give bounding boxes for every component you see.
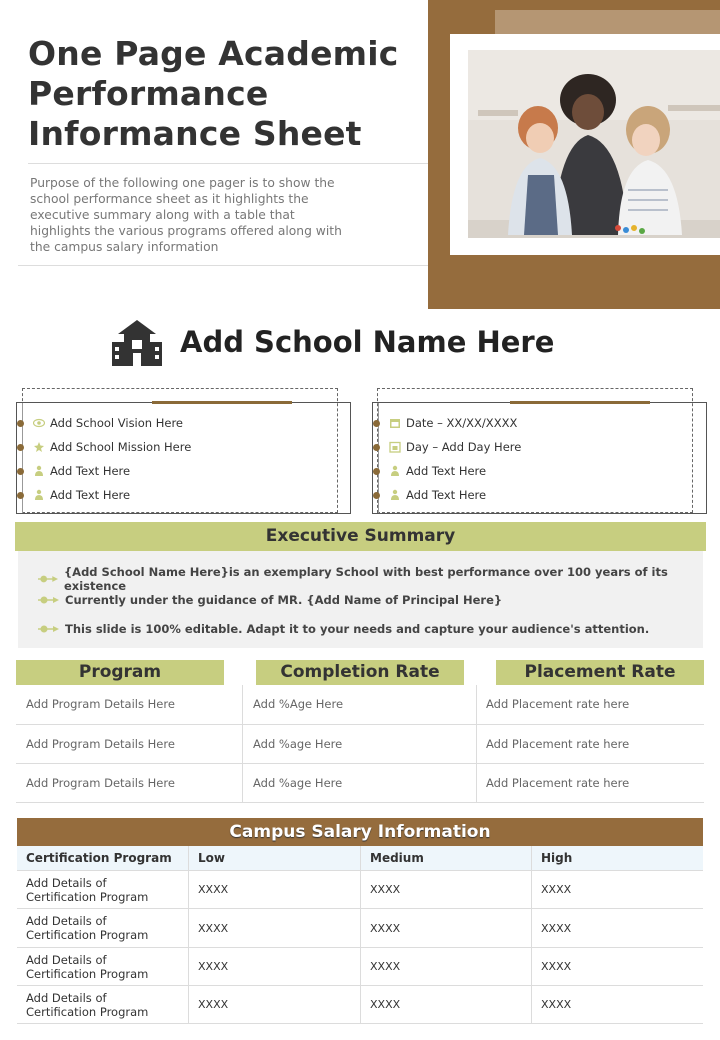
purpose-text: Purpose of the following one pager is to show the school performance sheet as it highlights the executive summary along with a table that highlights the various programs offered along with the campus salary information bbox=[30, 176, 342, 254]
left-info-label: Add School Mission Here bbox=[50, 440, 192, 454]
summary-point bbox=[38, 565, 703, 593]
salary-low-cell: XXXX bbox=[198, 883, 229, 896]
bullet-dot bbox=[373, 420, 380, 427]
person-icon bbox=[33, 465, 45, 477]
divider bbox=[28, 163, 428, 164]
salary-header-program: Certification Program bbox=[26, 851, 172, 865]
right-info-box bbox=[372, 402, 707, 514]
program-cell: Add Program Details Here bbox=[26, 737, 175, 751]
left-info-item bbox=[33, 415, 183, 431]
left-info-label: Add Text Here bbox=[50, 488, 131, 502]
completion-rate-header: Completion Rate bbox=[256, 660, 464, 685]
right-info-label: Day – Add Day Here bbox=[406, 440, 522, 454]
salary-header-low: Low bbox=[198, 851, 225, 865]
summary-point bbox=[38, 593, 502, 607]
person-icon bbox=[389, 465, 401, 477]
page-title: One Page Academic Performance Informance Sheet bbox=[28, 34, 399, 153]
left-info-item bbox=[33, 487, 130, 503]
vision-icon bbox=[33, 417, 45, 429]
salary-high-cell: XXXX bbox=[541, 922, 572, 935]
row-divider bbox=[17, 985, 703, 986]
row-divider bbox=[17, 908, 703, 909]
executive-summary-body bbox=[18, 551, 703, 648]
bullet-dot bbox=[373, 444, 380, 451]
row-divider bbox=[16, 724, 704, 725]
left-info-item bbox=[33, 439, 191, 455]
bullet-dot bbox=[17, 468, 24, 475]
right-info-label: Add Text Here bbox=[406, 464, 487, 478]
column-divider bbox=[476, 685, 477, 803]
person-icon bbox=[33, 489, 45, 501]
summary-point-text: This slide is 100% editable. Adapt it to your needs and capture your audience's attention. bbox=[65, 622, 650, 636]
bullet-dot bbox=[373, 468, 380, 475]
bullet-dot bbox=[17, 492, 24, 499]
row-divider bbox=[16, 763, 704, 764]
placement-cell: Add Placement rate here bbox=[486, 737, 630, 751]
executive-summary-title: Executive Summary bbox=[15, 522, 706, 551]
bullet-dot bbox=[373, 492, 380, 499]
right-info-label: Add Text Here bbox=[406, 488, 487, 502]
arrow-bullet-icon bbox=[38, 595, 60, 605]
placement-cell: Add Placement rate here bbox=[486, 776, 630, 790]
salary-low-cell: XXXX bbox=[198, 960, 229, 973]
salary-medium-cell: XXXX bbox=[370, 960, 401, 973]
salary-header-medium: Medium bbox=[370, 851, 424, 865]
salary-low-cell: XXXX bbox=[198, 998, 229, 1011]
salary-medium-cell: XXXX bbox=[370, 922, 401, 935]
completion-cell: Add %Age Here bbox=[253, 697, 344, 711]
right-info-item bbox=[389, 439, 521, 455]
salary-medium-cell: XXXX bbox=[370, 998, 401, 1011]
column-divider bbox=[188, 846, 189, 1024]
program-cell: Add Program Details Here bbox=[26, 697, 175, 711]
salary-program-cell: Add Details of Certification Program bbox=[26, 953, 149, 981]
program-header: Program bbox=[16, 660, 224, 685]
column-divider bbox=[360, 846, 361, 1024]
summary-point-text: {Add School Name Here}is an exemplary School with best performance over 100 years of its existence bbox=[63, 565, 668, 593]
program-table bbox=[16, 685, 704, 803]
salary-program-cell: Add Details of Certification Program bbox=[26, 914, 149, 942]
row-divider bbox=[17, 870, 703, 871]
left-info-label: Add School Vision Here bbox=[50, 416, 184, 430]
salary-high-cell: XXXX bbox=[541, 883, 572, 896]
arrow-bullet-icon bbox=[38, 624, 60, 634]
bullet-dot bbox=[17, 444, 24, 451]
right-info-item bbox=[389, 487, 486, 503]
calendar-icon bbox=[389, 417, 401, 429]
classroom-photo bbox=[468, 50, 720, 238]
mission-icon bbox=[33, 441, 45, 453]
summary-point-text: Currently under the guidance of MR. {Add Name of Principal Here} bbox=[65, 593, 503, 607]
right-info-item bbox=[389, 463, 486, 479]
completion-cell: Add %age Here bbox=[253, 737, 343, 751]
right-info-label: Date – XX/XX/XXXX bbox=[406, 416, 518, 430]
row-divider bbox=[17, 1023, 703, 1024]
salary-program-cell: Add Details of Certification Program bbox=[26, 991, 149, 1019]
salary-title: Campus Salary Information bbox=[17, 818, 703, 846]
row-divider bbox=[16, 802, 704, 803]
column-divider bbox=[242, 685, 243, 803]
placement-cell: Add Placement rate here bbox=[486, 697, 630, 711]
right-info-item bbox=[389, 415, 517, 431]
left-info-box bbox=[16, 402, 351, 514]
right-box-accent bbox=[510, 401, 650, 404]
person-icon bbox=[389, 489, 401, 501]
row-divider bbox=[17, 947, 703, 948]
summary-point bbox=[38, 622, 649, 636]
arrow-bullet-icon bbox=[38, 574, 59, 584]
left-box-accent bbox=[152, 401, 292, 404]
completion-cell: Add %age Here bbox=[253, 776, 343, 790]
school-name: Add School Name Here bbox=[180, 325, 555, 359]
day-icon bbox=[389, 441, 401, 453]
salary-program-cell: Add Details of Certification Program bbox=[26, 876, 149, 904]
program-cell: Add Program Details Here bbox=[26, 776, 175, 790]
bullet-dot bbox=[17, 420, 24, 427]
divider bbox=[18, 265, 428, 266]
salary-medium-cell: XXXX bbox=[370, 883, 401, 896]
column-divider bbox=[531, 846, 532, 1024]
placement-rate-header: Placement Rate bbox=[496, 660, 704, 685]
left-info-label: Add Text Here bbox=[50, 464, 131, 478]
salary-low-cell: XXXX bbox=[198, 922, 229, 935]
left-info-item bbox=[33, 463, 130, 479]
salary-high-cell: XXXX bbox=[541, 960, 572, 973]
school-building-icon bbox=[110, 318, 164, 368]
salary-header-high: High bbox=[541, 851, 573, 865]
salary-high-cell: XXXX bbox=[541, 998, 572, 1011]
